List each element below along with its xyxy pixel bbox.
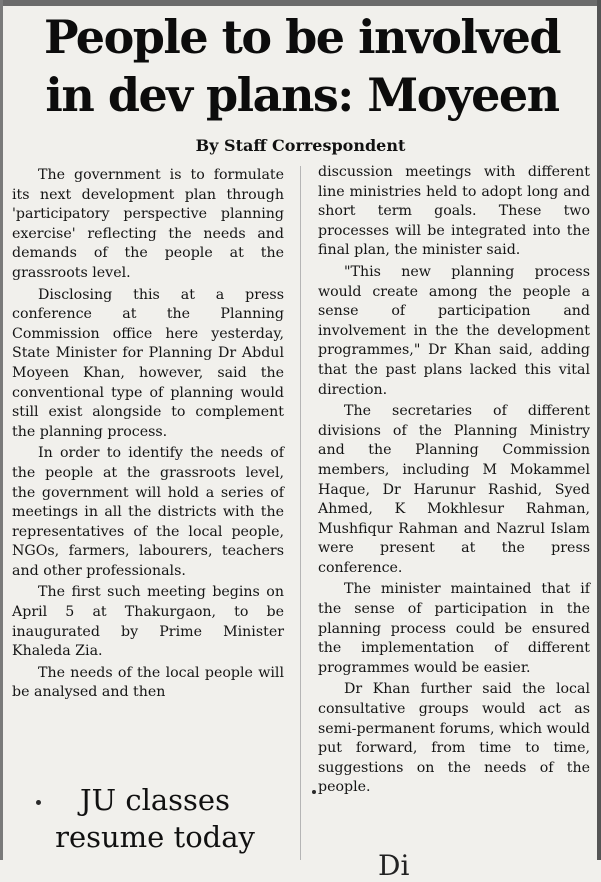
article-paragraph: The minister maintained that if the sense of participation in the planning process could be ensured the implementation of different programmes would be easier. [318, 581, 590, 676]
column-divider [300, 166, 301, 860]
right-border [597, 0, 601, 860]
article-paragraph: The government is to formulate its next development plan through 'participatory perspective planning exercise' reflecting the needs and demands of the people at the grassroots level. [12, 167, 284, 281]
top-border [0, 0, 601, 6]
article-paragraph-continued: discussion meetings with different line ministries held to adopt long and short term goals. These two processes will be integrated into the final plan, the minister said. [318, 164, 590, 259]
second-story-headline-line-2: resume today [55, 820, 255, 854]
second-story-headline [14, 782, 296, 856]
article-column-right [318, 163, 590, 800]
article-column-left [12, 166, 284, 705]
byline: By Staff Correspondent [195, 136, 406, 155]
ink-speck [312, 790, 316, 794]
ink-speck [36, 800, 41, 805]
left-border [0, 0, 3, 860]
article-paragraph: The first such meeting begins on April 5 at Thakurgaon, to be inaugurated by Prime Minister Khaleda Zia. [12, 584, 284, 660]
cut-off-headline-fragment: Di [378, 849, 410, 882]
article-paragraph: The needs of the local people will be analysed and then [12, 664, 284, 701]
article-paragraph: In order to identify the needs of the people at the grassroots level, the government will hold a series of meetings in all the districts with the representatives of the local people, NGOs, farmers, labourers, teachers and other professionals. [12, 445, 284, 579]
article-paragraph: Disclosing this at a press conference at the Planning Commission office here yesterday, State Minister for Planning Dr Abdul Moyeen Khan, however, said the conventional type of planning would still exist alongside to complement the planning process. [12, 286, 284, 440]
headline-line-2: in dev plans: Moyeen [45, 68, 559, 122]
article-paragraph: "This new planning process would create among the people a sense of participation and involvement in the the development programmes," Dr Khan said, adding that the past plans lacked this vital direction. [318, 263, 590, 398]
article-paragraph: The secretaries of different divisions of the Planning Ministry and the Planning Commission members, including M Mokammel Haque, Dr Harunur Rashid, Syed Ahmed, K Mokhlesur Rahman, Mushfiqur Rahman and Nazrul Islam were present at the press conference. [318, 403, 590, 576]
second-story-headline-line-1: JU classes [80, 783, 230, 817]
headline-line-1: People to be involved [43, 10, 561, 64]
article-paragraph: Dr Khan further said the local consultative groups would act as semi-permanent forums, which would put forward, from time to time, suggestions on the needs of the people. [318, 681, 590, 796]
headline [14, 8, 590, 124]
